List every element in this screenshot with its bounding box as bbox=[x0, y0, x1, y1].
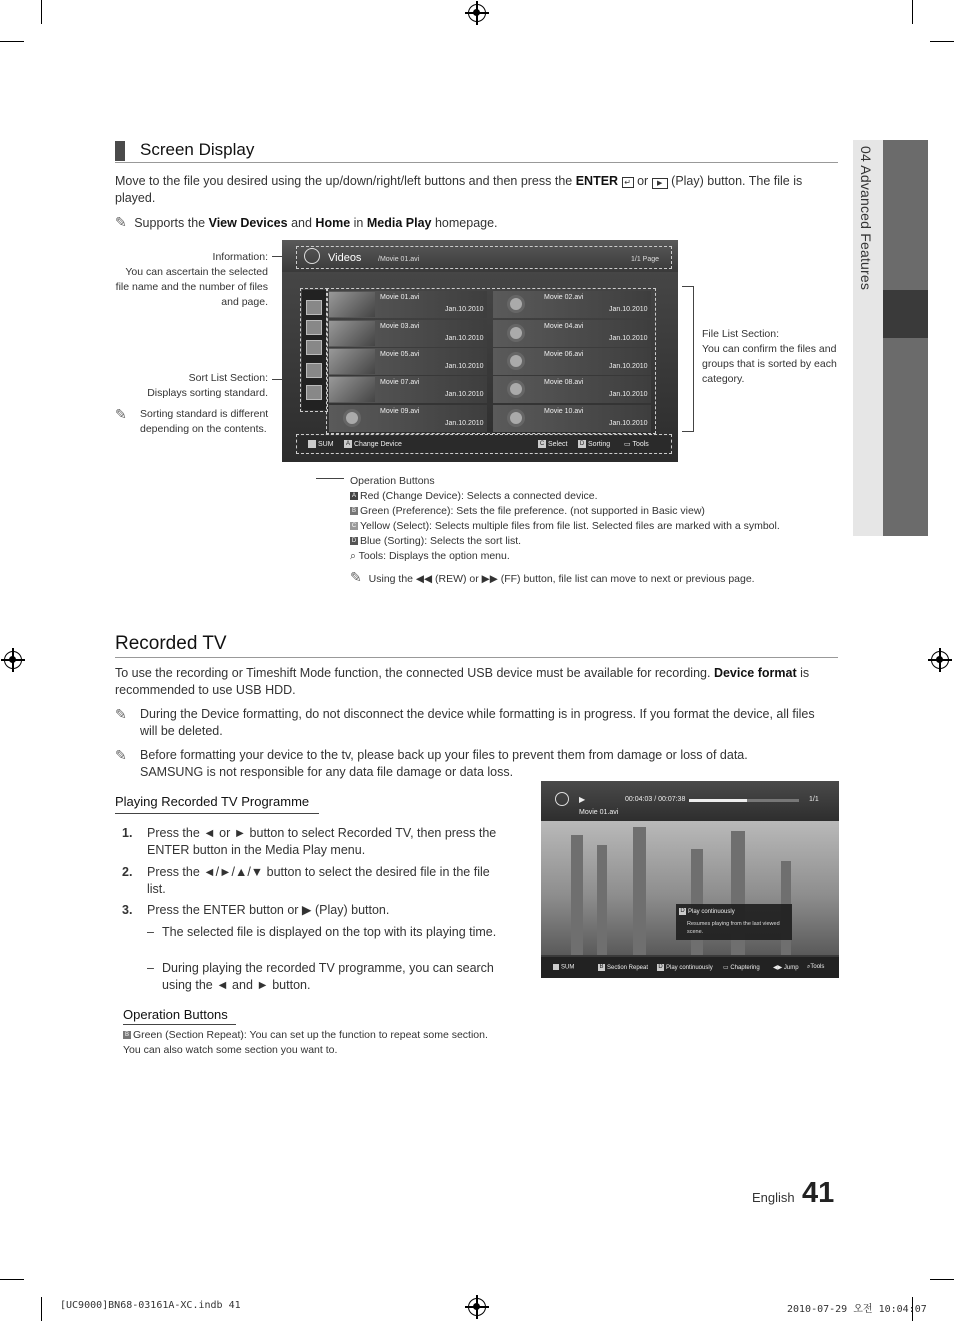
crop-mark bbox=[930, 41, 954, 42]
file-item[interactable]: Movie 07.avi Jan.10.2010 bbox=[329, 376, 487, 403]
step-1: 1. Press the ◄ or ► button to select Recorded TV, then press the ENTER button in the Media Play menu. bbox=[122, 826, 497, 857]
file-list-bracket bbox=[682, 286, 694, 432]
chapter-tab-bar bbox=[883, 140, 928, 536]
crop-mark bbox=[0, 1279, 24, 1280]
chapter-tab-label: 04 Advanced Features bbox=[858, 146, 874, 291]
print-slug-right: 2010-07-29 오전 10:04:07 bbox=[787, 1304, 927, 1315]
footer-language: English bbox=[752, 1190, 795, 1205]
file-item[interactable]: Movie 01.avi Jan.10.2010 bbox=[329, 291, 487, 318]
print-slug-left: [UC9000]BN68-03161A-XC.indb 41 bbox=[60, 1300, 241, 1311]
page-number: 41 bbox=[802, 1177, 835, 1209]
crop-mark bbox=[930, 1279, 954, 1280]
tools-icon: ▭ bbox=[624, 441, 633, 448]
support-note: ✎ Supports the View Devices and Home in Media Play homepage. bbox=[115, 214, 498, 230]
green-key-icon: B bbox=[351, 508, 356, 515]
videos-icon bbox=[555, 792, 569, 806]
file-item[interactable]: Movie 10.avi Jan.10.2010 bbox=[493, 405, 651, 432]
crop-mark bbox=[41, 1297, 42, 1321]
file-item[interactable]: Movie 06.avi Jan.10.2010 bbox=[493, 348, 651, 375]
jump-button[interactable]: ◀▶ Jump bbox=[773, 965, 799, 971]
callout-information: Information: You can ascertain the selected file name and the number of files and page. bbox=[115, 251, 268, 308]
change-device-button[interactable]: A Change Device bbox=[345, 440, 402, 448]
progress-fill bbox=[689, 799, 747, 802]
operation-highlight bbox=[296, 434, 672, 454]
playback-screen bbox=[541, 781, 839, 978]
sub-heading: Playing Recorded TV Programme bbox=[115, 794, 310, 809]
select-button[interactable]: C Select bbox=[539, 440, 568, 448]
leader-line bbox=[316, 478, 344, 479]
tools-button[interactable]: ⌕Tools bbox=[807, 964, 825, 970]
yellow-key-icon: C bbox=[351, 523, 357, 530]
section-repeat-button[interactable]: B Section Repeat bbox=[599, 964, 649, 972]
red-key-icon: A bbox=[351, 493, 356, 500]
note-icon: ✎ bbox=[115, 747, 127, 763]
tools-icon: ⌕ bbox=[350, 550, 359, 562]
blue-key-icon: D bbox=[351, 538, 357, 545]
green-key-icon: B bbox=[124, 1032, 129, 1039]
note-icon: ✎ bbox=[115, 214, 127, 230]
green-section-repeat: B Green (Section Repeat): You can set up the function to repeat some section. You can also watch some section you want to. bbox=[123, 1029, 488, 1056]
callout-sort-list: Sort List Section: Displays sorting standard. bbox=[147, 372, 268, 399]
usb-sum-label: SUM bbox=[553, 964, 574, 971]
file-item[interactable]: Movie 04.avi Jan.10.2010 bbox=[493, 320, 651, 347]
play-status-icon: ▶ bbox=[579, 795, 586, 804]
operation-buttons-list: Operation Buttons A Red (Change Device): Selects a connected device. B Green (Preference): Sets the file preference. (not supported in Basic view) C Yellow (Select): Selects multiple files from file list. Selected files are marked with a symbol. D Blue (Sorting): Selects the sort list. ⌕ Tools: Displays the option menu. ✎ Using the ◀◀ (REW) or ▶▶ (FF) button, file list can move to next or previous page. bbox=[350, 475, 780, 585]
sub-step: – The selected file is displayed on the top with its playing time. bbox=[147, 925, 497, 939]
sub-heading-rule bbox=[115, 813, 319, 814]
screen-title: Videos bbox=[328, 252, 362, 264]
heading-rule bbox=[115, 162, 838, 163]
info-highlight bbox=[296, 246, 672, 269]
step-2: 2. Press the ◄/►/▲/▼ button to select the desired file in the file list. bbox=[122, 865, 490, 896]
chapter-tab-marker bbox=[883, 290, 928, 338]
heading-rule bbox=[115, 657, 838, 658]
file-path: /Movie 01.avi bbox=[378, 256, 420, 263]
registration-mark-icon bbox=[931, 651, 949, 669]
backup-note: ✎ Before formatting your device to the tv, please back up your files to prevent them from damage or loss of data. SAMSUNG is not responsible for any data file damage or data loss. bbox=[115, 747, 748, 779]
registration-mark-icon bbox=[468, 1298, 486, 1316]
section-heading: Screen Display bbox=[140, 140, 255, 159]
sorting-button[interactable]: D Sorting bbox=[579, 440, 611, 448]
file-item[interactable]: Movie 08.avi Jan.10.2010 bbox=[493, 376, 651, 403]
sub-step: – During playing the recorded TV programme, you can search using the ◄ and ► button. bbox=[147, 961, 494, 992]
callout-sort-note: ✎ Sorting standard is different depending on the contents. bbox=[115, 406, 269, 435]
sub-heading-rule bbox=[123, 1024, 236, 1025]
playback-operation-bar bbox=[541, 957, 839, 978]
crop-mark bbox=[41, 0, 42, 24]
crop-mark bbox=[912, 0, 913, 24]
usb-icon bbox=[553, 964, 559, 970]
file-item[interactable]: Movie 05.avi Jan.10.2010 bbox=[329, 348, 487, 375]
usb-sum-label: SUM bbox=[308, 440, 334, 448]
playback-time: 00:04:03 / 00:07:38 bbox=[625, 796, 686, 803]
sub-heading: Operation Buttons bbox=[123, 1007, 228, 1022]
file-item[interactable]: Movie 09.avi Jan.10.2010 bbox=[329, 405, 487, 432]
note-icon: ✎ bbox=[350, 569, 362, 585]
callout-file-list: File List Section: You can confirm the files and groups that is sorted by each category. bbox=[702, 328, 837, 385]
file-item[interactable]: Movie 03.avi Jan.10.2010 bbox=[329, 320, 487, 347]
file-item[interactable]: Movie 02.avi Jan.10.2010 bbox=[493, 291, 651, 318]
step-3: 3. Press the ENTER button or ▶ (Play) button. bbox=[122, 903, 390, 917]
note-icon: ✎ bbox=[115, 406, 127, 422]
intro-paragraph: Move to the file you desired using the up/down/right/left buttons and then press the ENTER ↵ or ▶ (Play) button. The file is played. bbox=[115, 174, 803, 205]
tools-icon: ⌕ bbox=[807, 964, 811, 970]
chapter-icon: ▭ bbox=[723, 965, 731, 971]
play-continuously-popup: D Play continuously Resumes playing from the last viewed scene. bbox=[676, 904, 792, 940]
section-heading: Recorded TV bbox=[115, 633, 227, 654]
chaptering-button[interactable]: ▭ Chaptering bbox=[723, 965, 760, 971]
heading-bar bbox=[115, 141, 125, 161]
registration-mark-icon bbox=[468, 4, 486, 22]
sort-list-highlight bbox=[300, 288, 328, 412]
enter-icon: ↵ bbox=[622, 177, 634, 188]
jump-arrows-icon: ◀▶ bbox=[773, 965, 784, 971]
play-icon: ▶ bbox=[652, 178, 668, 189]
play-continuously-button[interactable]: D Play continuously bbox=[658, 964, 713, 972]
page-indicator: 1/1 Page bbox=[631, 256, 660, 263]
registration-mark-icon bbox=[4, 651, 22, 669]
tools-button[interactable]: ▭ Tools bbox=[624, 441, 649, 448]
file-list-highlight bbox=[326, 288, 656, 434]
media-play-screen bbox=[282, 240, 678, 462]
file-name: Movie 01.avi bbox=[579, 809, 619, 816]
progress-bar[interactable] bbox=[689, 799, 799, 802]
format-note: ✎ During the Device formatting, do not disconnect the device while formatting is in progress. If you format the device, all files will be deleted. bbox=[115, 706, 815, 738]
file-count: 1/1 bbox=[809, 796, 819, 803]
crop-mark bbox=[0, 41, 24, 42]
note-icon: ✎ bbox=[115, 706, 127, 722]
blue-key-icon: D bbox=[680, 908, 685, 914]
recorded-intro: To use the recording or Timeshift Mode function, the connected USB device must be available for recording. Device format is recommended to use USB HDD. bbox=[115, 666, 810, 697]
